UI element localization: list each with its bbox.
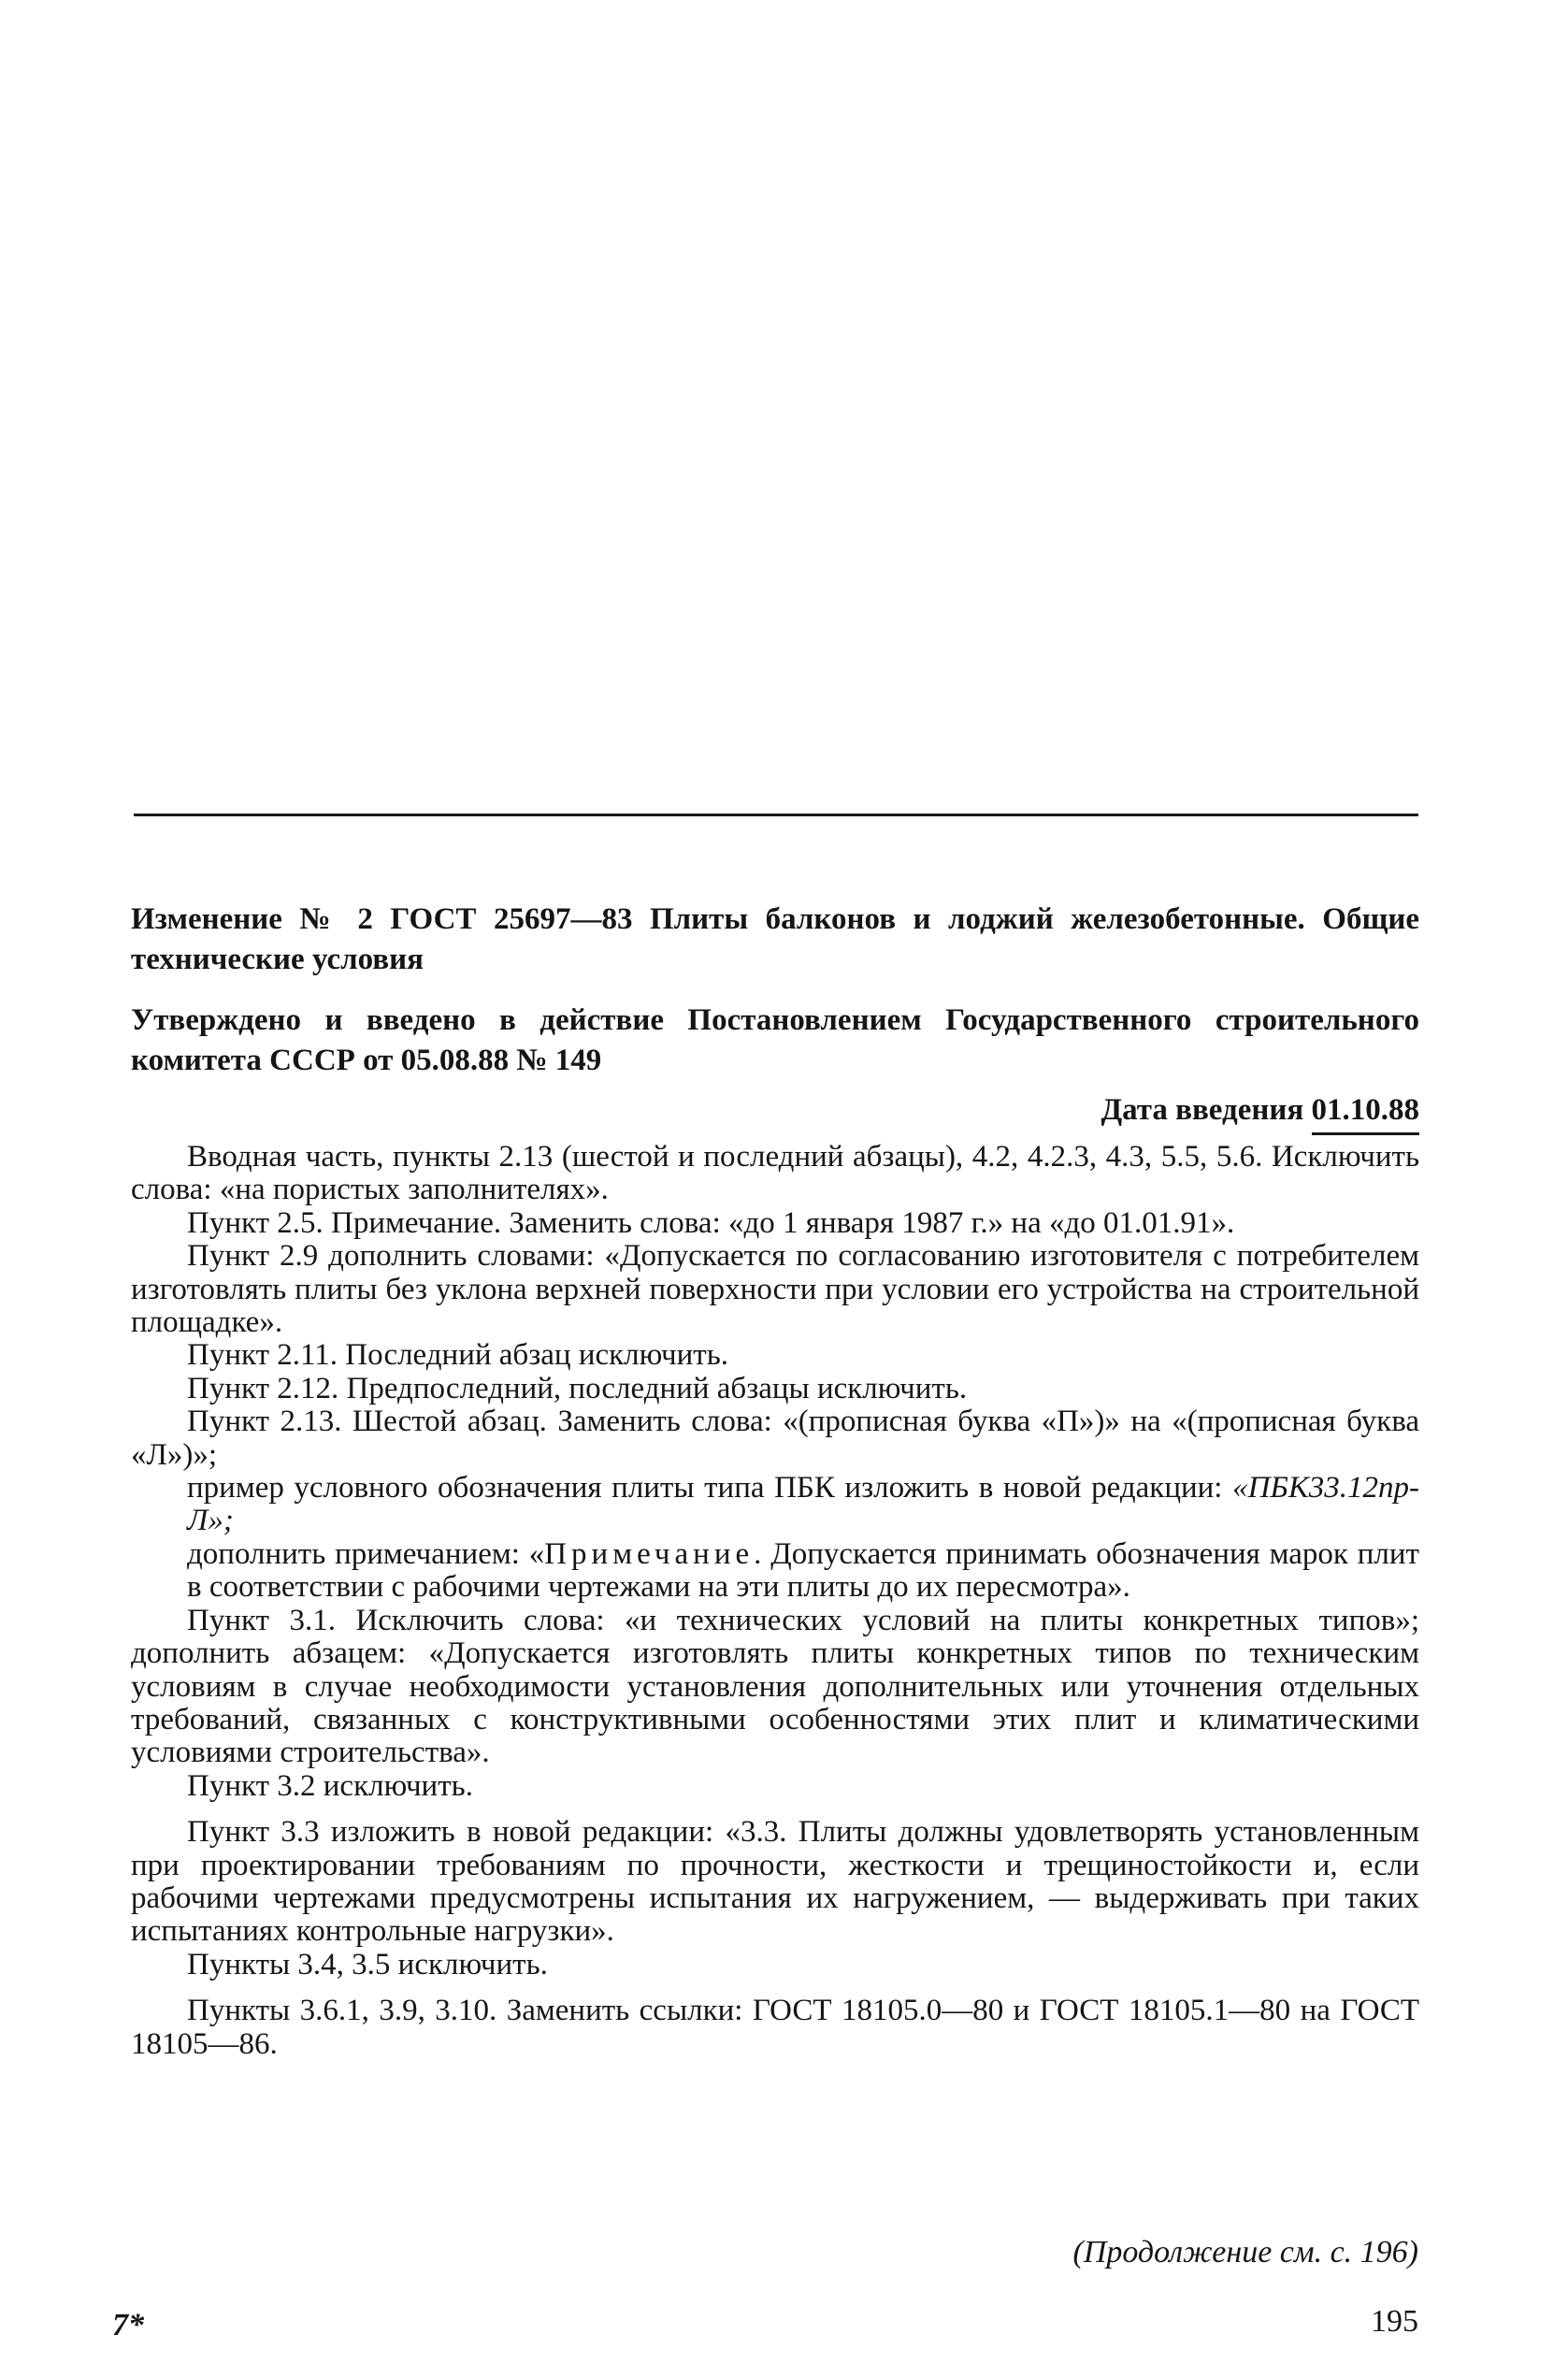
effective-date <box>131 1090 1419 1135</box>
paragraph-3-2: Пункт 3.2 исключить. <box>187 1768 473 1803</box>
signature-mark: 7* <box>112 2308 144 2342</box>
approval-note: Утверждено и введено в действие Постановлением Государственного строительного комитета СССР от 05.08.88 № 149 <box>131 1003 1419 1077</box>
paragraph-2-9: Пункт 2.9 дополнить словами: «Допускается по согласованию изготовителя с потребителем изготовлять плиты без уклона верхней поверхности при условии его устройства на строительной площадке». <box>131 1239 1419 1340</box>
effective-date-value: 01.10.88 <box>1312 1090 1420 1135</box>
continuation-note: (Продолжение см. с. 196) <box>1072 2235 1418 2269</box>
paragraph-2-5: Пункт 2.5. Примечание. Заменить слова: «до 1 января 1987 г.» на «до 01.01.91». <box>187 1205 1235 1240</box>
top-rule <box>134 814 1418 816</box>
paragraph-2-12: Пункт 2.12. Предпоследний, последний абзацы исключить. <box>187 1371 968 1405</box>
page-number: 195 <box>1371 2304 1418 2339</box>
paragraph-intro: Вводная часть, пункты 2.13 (шестой и последний абзацы), 4.2, 4.2.3, 4.3, 5.5, 5.6. Исключить слова: «на пористых заполнителях». <box>131 1140 1419 1207</box>
paragraph-3-1: Пункт 3.1. Исключить слова: «и технических условий на плиты конкретных типов»; дополнить абзацем: «Допускается изготовлять плиты конкретных типов по техническим условиям в случае необходимости установления дополнительных или уточнения отдельных требований, связанных с конструктивными особенностями этих плит и климатическими условиями строительства». <box>131 1603 1419 1770</box>
note-addition-text: . Допускается принимать обозначения марок плит в соответствии с рабочими чертежами на эти плиты до их пересмотра». <box>187 1536 1419 1605</box>
paragraph-3-6: Пункты 3.6.1, 3.9, 3.10. Заменить ссылки: ГОСТ 18105.0—80 и ГОСТ 18105.1—80 на ГОСТ 18105—86. <box>131 1994 1419 2061</box>
amendment-body <box>131 1140 1420 2061</box>
note-addition-lead: дополнить примечанием: « <box>187 1536 545 1571</box>
paragraph-2-13: Пункт 2.13. Шестой абзац. Заменить слова: «(прописная буква «П»)» на «(прописная буква «Л»)»; <box>131 1405 1419 1472</box>
paragraph-3-3: Пункт 3.3 изложить в новой редакции: «3.3. Плиты должны удовлетворять установленным при проектировании требованиям по прочности, жесткости и трещиностойкости и, если рабочими чертежами предусмотрены испытания их нагружением, — выдерживать при таких испытаниях контрольные нагрузки». <box>131 1815 1419 1949</box>
example-designation-code: «ПБК33.12пр-Л»; <box>187 1471 1420 1538</box>
example-designation-text: пример условного обозначения плиты типа ПБК изложить в новой редакции: <box>187 1471 1223 1506</box>
paragraph-example-designation <box>187 1472 1419 1538</box>
paragraph-note-addition <box>187 1538 1419 1605</box>
paragraph-3-4: Пункты 3.4, 3.5 исключить. <box>187 1947 548 1981</box>
effective-date-label: Дата введения <box>1100 1093 1304 1127</box>
paragraph-2-11: Пункт 2.11. Последний абзац исключить. <box>187 1338 728 1373</box>
amendment-header <box>131 900 1419 1135</box>
amendment-title: Изменение № 2 ГОСТ 25697—83 Плиты балконов и лоджий железобетонные. Общие технические условия <box>131 902 1419 976</box>
note-heading: Примечание <box>544 1536 755 1571</box>
